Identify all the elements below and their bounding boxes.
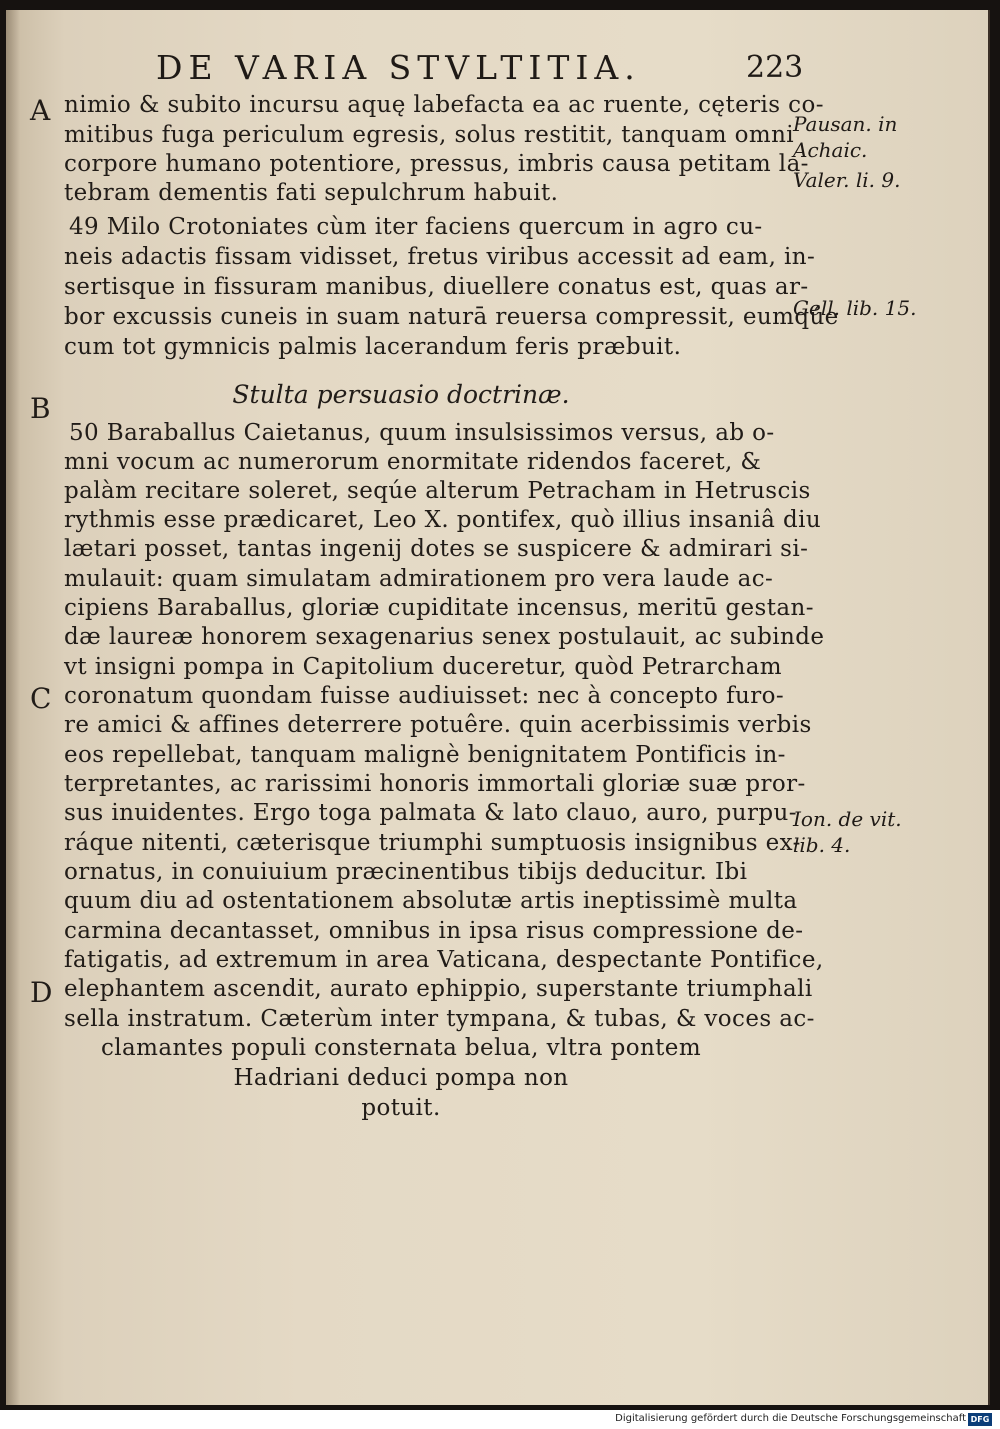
text-line: dæ laureæ honorem sexagenarius senex postulauit, ac subinde [64,624,825,650]
text-line: re amici & affines deterrere potuêre. quin acerbissimis verbis [64,712,812,738]
running-title: DE VARIA STVLTITIA. [156,48,641,87]
text-line: palàm recitare soleret, seqúe alterum Petracham in Hetruscis [64,478,811,504]
page-number: 223 [746,50,804,85]
section-letter-a: A [30,94,51,127]
text-line: tebram dementis fati sepulchrum habuit. [64,180,559,206]
footer-bar [0,1410,1000,1429]
text-line: coronatum quondam fuisse audiuisset: nec à concepto furo- [64,683,785,709]
text-line: terpretantes, ac rarissimi honoris immortali gloriæ suæ pror- [64,771,806,797]
marginal-note: Gell. lib. 15. [793,296,917,320]
funding-credit: Digitalisierung gefördert durch die Deutsche Forschungsgemeinschaft [615,1413,966,1424]
text-line: mitibus fuga periculum egresis, solus restitit, tanquam omni [64,122,795,148]
section-letter-c: C [30,682,52,715]
text-line: sella instratum. Cæterùm inter tympana, & tubas, & voces ac- [64,1006,815,1032]
text-line: lætari posset, tantas ingenij dotes se suspicere & admirari si- [64,536,809,562]
marginal-note: Pausan. in [793,112,898,136]
text-line: bor excussis cuneis in suam naturā reuersa compressit, eumqúe [64,304,839,330]
text-line: fatigatis, ad extremum in area Vaticana, despectante Pontifice, [64,947,824,973]
text-line: mulauit: quam simulatam admirationem pro vera laude ac- [64,566,774,592]
text-line: elephantem ascendit, aurato ephippio, superstante triumphali [64,976,813,1002]
text-line: rythmis esse prædicaret, Leo X. pontifex, quò illius insaniâ diu [64,507,822,533]
text-line: mni vocum ac numerorum enormitate ridendos faceret, & [64,449,762,475]
text-line: corpore humano potentiore, pressus, imbris causa petitam la- [64,151,809,177]
dfg-logo-icon: DFG [968,1413,992,1426]
text-line: sertisque in fissuram manibus, diuellere conatus est, quas ar- [64,274,809,300]
text-line: nimio & subito incursu aquę labefacta ea ac ruente, cęteris co- [64,92,824,118]
text-line: 49 Milo Crotoniates cùm iter faciens quercum in agro cu- [69,214,763,240]
text-line: cum tot gymnicis palmis lacerandum feris præbuit. [64,334,682,360]
marginal-note: Ion. de vit. [793,807,902,831]
book-page [6,10,990,1405]
text-line: 50 Baraballus Caietanus, quum insulsissimos versus, ab o- [69,420,775,446]
section-letter-b: B [30,392,51,425]
text-line: cipiens Baraballus, gloriæ cupiditate incensus, meritū gestan- [64,595,814,621]
marginal-note: Achaic. [793,138,868,162]
section-letter-d: D [30,976,53,1009]
text-line: quum diu ad ostentationem absolutæ artis ineptissimè multa [64,888,798,914]
section-heading: Stulta persuasio doctrinæ. [232,380,570,409]
text-line: Hadriani deduci pompa non [233,1065,569,1091]
text-line: carmina decantasset, omnibus in ipsa risus compressione de- [64,918,804,944]
marginal-note: lib. 4. [793,833,851,857]
text-line: neis adactis fissam vidisset, fretus viribus accessit ad eam, in- [64,244,816,270]
text-line: sus inuidentes. Ergo toga palmata & lato clauo, auro, purpu- [64,800,797,826]
text-line: ráque nitenti, cæterisque triumphi sumptuosis insignibus ex- [64,830,801,856]
text-line: potuit. [361,1095,441,1121]
text-line: clamantes populi consternata belua, vltra pontem [100,1035,702,1061]
text-line: eos repellebat, tanquam malignè benignitatem Pontificis in- [64,742,786,768]
binding-edge [6,10,20,1405]
text-line: ornatus, in conuiuium præcinentibus tibijs deducitur. Ibi [64,859,748,885]
text-line: vt insigni pompa in Capitolium duceretur, quòd Petrarcham [64,654,783,680]
marginal-note: Valer. li. 9. [793,168,901,192]
